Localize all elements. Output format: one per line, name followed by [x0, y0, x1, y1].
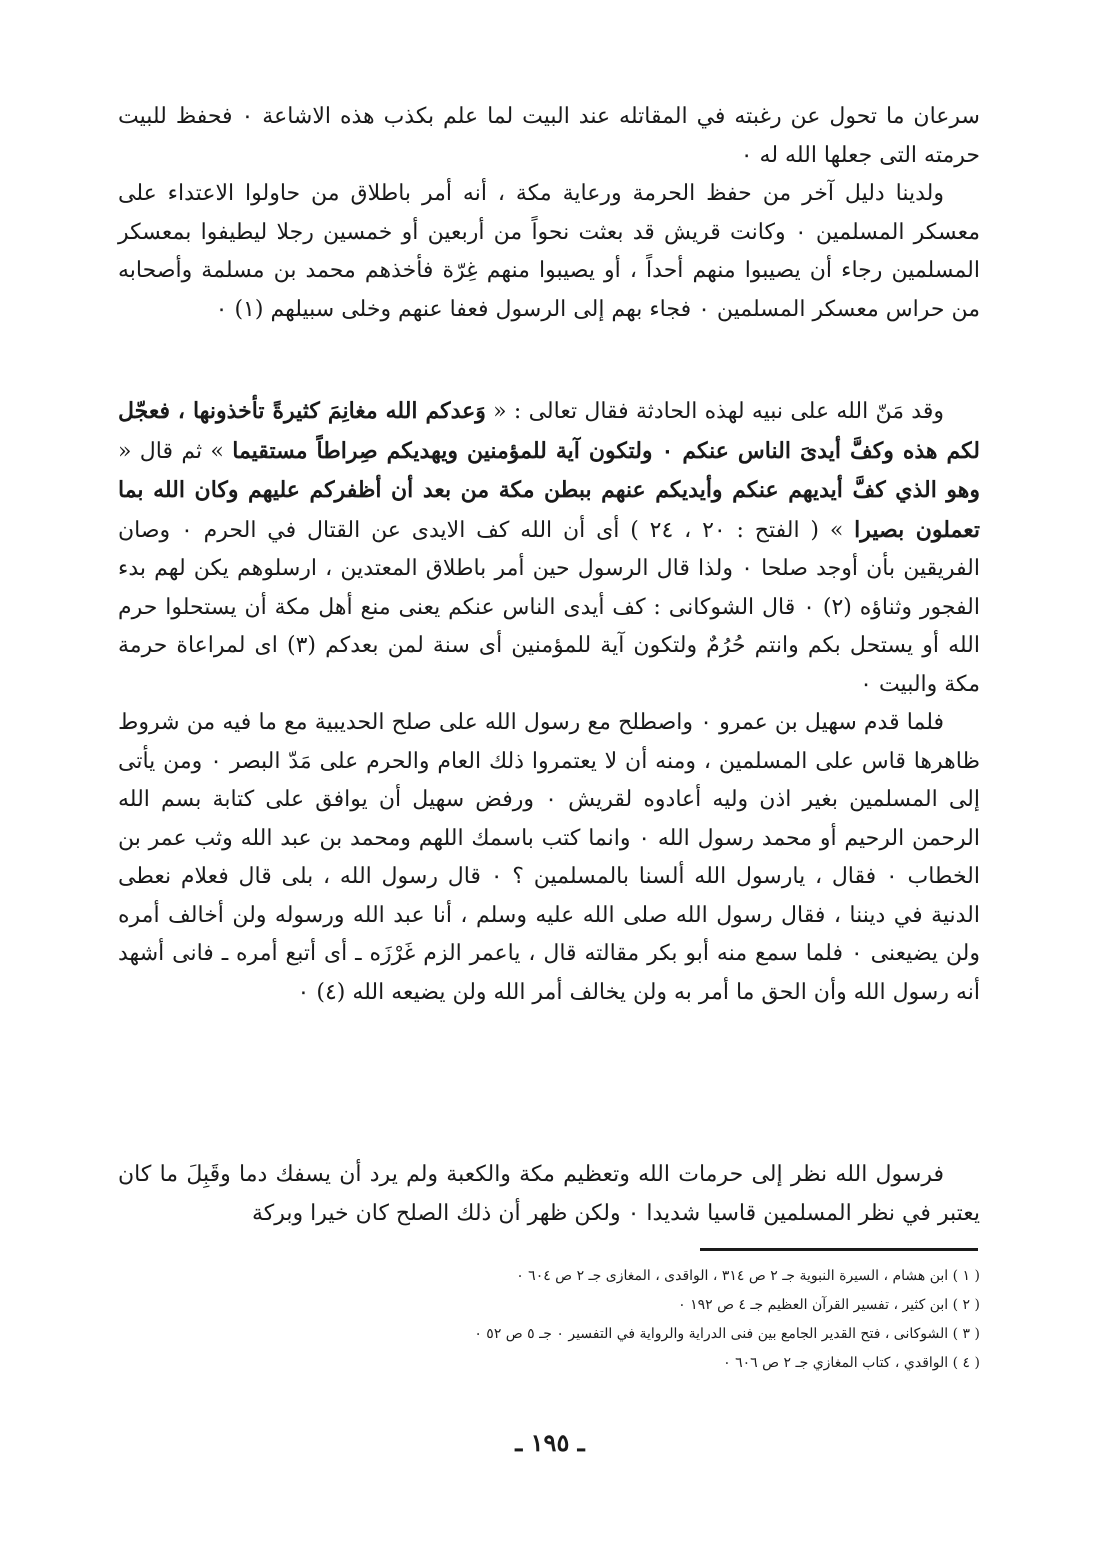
page-number: ـ ١٩٥ ـ — [515, 1428, 585, 1457]
paragraph-3-rest: » ( الفتح : ٢٠ ، ٢٤ ) أى أن الله كف الايدى عن القتال في الحرم ٠ وصان الفريقين بأن أوجد صلحا ٠ ولذا قال الرسول حين أمر باطلاق المعتدين ، ارسلوهم يكن لهم بدء الفجور وثناؤه (٢) ٠ قال الشوكانى : كف أيدى الناس عنكم يعنى منع أهل مكة أن يستحلوا حرم الله أو يستحل بكم وانتم حُرُمٌ ولتكون آية للمؤمنين أى سنة لمن بعدكم (٣) اى لمراعاة حرمة مكة والبيت ٠ — [118, 517, 980, 697]
footnote-divider — [700, 1248, 978, 1251]
paragraph-3-block — [118, 392, 980, 1012]
footnote-1: ( ١ ) ابن هشام ، السيرة النبوية جـ ٢ ص ٣١٤ ، الواقدى ، المغازى جـ ٢ ص ٦٠٤ ٠ — [516, 1268, 980, 1284]
paragraph-5: فرسول الله نظر إلى حرمات الله وتعظيم مكة والكعبة ولم يرد أن يسفك دما وقَبِلَ ما كان يعتبر في نظر المسلمين قاسيا شديدا ٠ ولكن ظهر أن ذلك الصلح كان خيرا وبركة — [118, 1162, 980, 1226]
paragraph-1-block — [118, 98, 980, 329]
footnotes — [300, 1262, 980, 1378]
quran-quote-2: وهو الذي كفَّ أيديهم عنكم وأيديكم عنهم ببطن مكة من بعد أن أظفركم عليهم وكان الله بما تعملون بصيرا — [118, 477, 980, 543]
paragraph-5-block — [118, 1156, 980, 1233]
paragraph-3-intro: وقد مَنّ الله على نبيه لهذه الحادثة فقال تعالى : « — [493, 399, 944, 424]
paragraph-3 — [118, 392, 980, 704]
quran-quote-1: وَعدكم الله مغانِمَ كثيرةً تأخذونها ، فعجّل لكم هذه وكفَّ أيدىَ الناس عنكم ٠ ولتكون آية للمؤمنين ويهديكم صِراطاً مستقيما — [118, 398, 980, 464]
paragraph-3-mid: » ثم قال « — [118, 438, 224, 464]
paragraph-4: فلما قدم سهيل بن عمرو ٠ واصطلح مع رسول الله على صلح الحديبية مع ما فيه من شروط ظاهرها قاس على المسلمين ، ومنه أن لا يعتمروا ذلك العام والحرم على مَدّ البصر ٠ ومن يأتى إلى المسلمين بغير اذن وليه أعادوه لقريش ٠ ورفض سهيل أن يوافق على كتابة بسم الله الرحمن الرحيم أو محمد رسول الله ٠ وانما كتب باسمك اللهم ومحمد بن عبد الله وثب عمر بن الخطاب ٠ فقال ، يارسول الله ألسنا بالمسلمين ؟ ٠ قال رسول الله ، بلى قال فعلام نعطى الدنية في ديننا ، فقال رسول الله صلى الله عليه وسلم ، أنا عبد الله ورسوله ولن أخالف أمره ولن يضيعنى ٠ فلما سمع منه أبو بكر مقالته قال ، ياعمر الزم غَرْزَه ـ أى أتبع أمره ـ فانى أشهد أنه رسول الله وأن الحق ما أمر به ولن يخالف أمر الله ولن يضيعه الله (٤) ٠ — [118, 710, 980, 1005]
paragraph-1: سرعان ما تحول عن رغبته في المقاتله عند البيت لما علم بكذب هذه الاشاعة ٠ فحفظ للبيت حرمته التى جعلها الله له ٠ — [118, 104, 980, 168]
footnote-2: ( ٢ ) ابن كثير ، تفسير القرآن العظيم جـ ٤ ص ١٩٢ ٠ — [678, 1297, 980, 1313]
paragraph-2: ولدينا دليل آخر من حفظ الحرمة ورعاية مكة ، أنه أمر باطلاق من حاولوا الاعتداء على معسكر المسلمين ٠ وكانت قريش قد بعثت نحواً من أربعين أو خمسين رجلا ليطيفوا بمعسكر المسلمين رجاء أن يصيبوا منهم أحداً ، أو يصيبوا منهم غِرّة فأخذهم محمد بن مسلمة وأصحابه من حراس معسكر المسلمين ٠ فجاء بهم إلى الرسول فعفا عنهم وخلى سبيلهم (١) ٠ — [118, 181, 980, 322]
footnote-4: ( ٤ ) الواقدي ، كتاب المغازي جـ ٢ ص ٦٠٦ ٠ — [723, 1355, 980, 1371]
footnote-3: ( ٣ ) الشوكانى ، فتح القدير الجامع بين فنى الدراية والرواية في التفسير ٠ جـ ٥ ص ٥٢ ٠ — [474, 1326, 980, 1342]
